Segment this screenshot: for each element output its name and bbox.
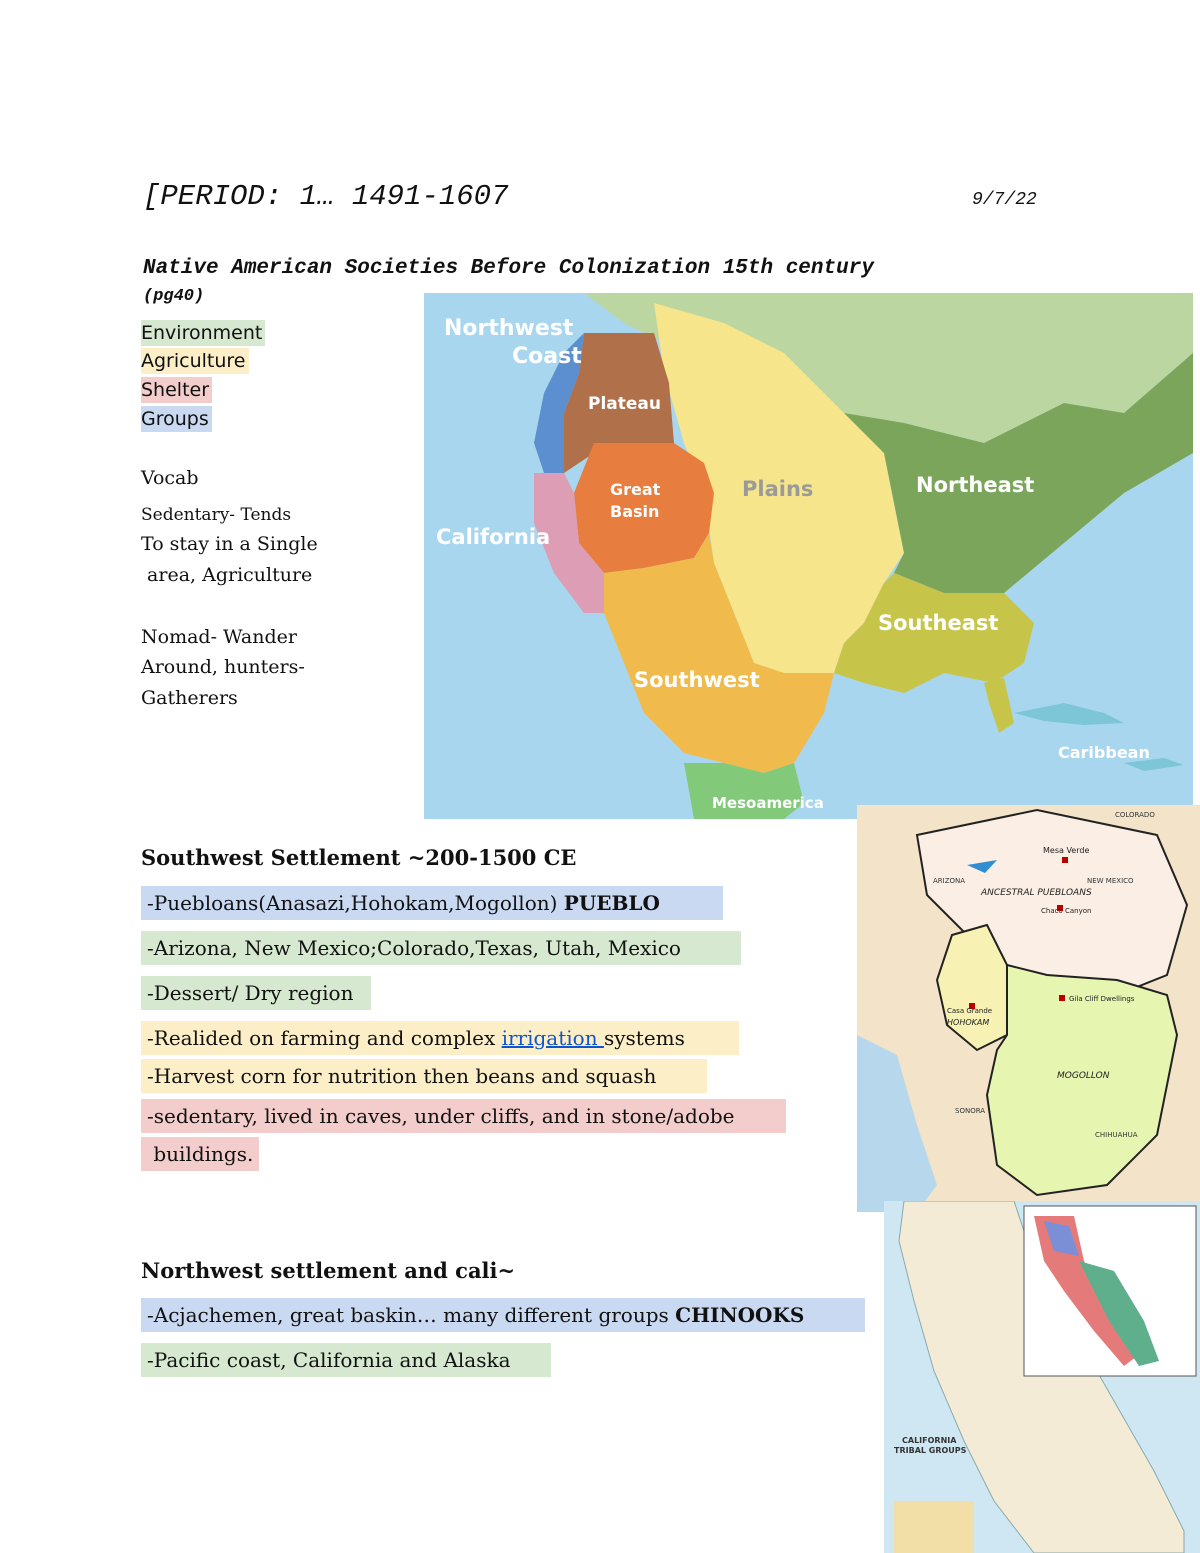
northwest-groups-text: -Acjachemen, great baskin… many different groups [147,1303,676,1327]
vocab-sedentary-def-line: To stay in a Single [141,533,318,555]
vocab-sedentary-def [141,533,318,556]
southwest-environment-2: -Dessert/ Dry region [141,976,371,1010]
legend-agriculture: Agriculture [141,348,249,374]
northwest-environment-1: -Pacific coast, California and Alaska [141,1343,551,1377]
agri-text-post: systems [603,1026,685,1050]
page-subtitle: Native American Societies Before Colonization 15th century [143,257,874,280]
label-caribbean: Caribbean [1058,743,1150,762]
page-date: 9/7/22 [972,190,1037,210]
label-ancestral-puebloans: ANCESTRAL PUEBLOANS [981,888,1092,898]
vocab-sedentary-def-2 [141,564,312,587]
page-reference: (pg40) [143,287,205,306]
vocab-nomad-2: Around, hunters- [141,656,305,678]
culture-areas-map [424,293,1193,819]
agri-text-pre: -Realided on farming and complex [147,1026,502,1050]
label-chihuahua: CHIHUAHUA [1095,1131,1138,1139]
vocab-sedentary-def-line: area, Agriculture [141,564,313,586]
label-california: California [436,525,551,549]
site-marker [1062,857,1068,863]
label-sonora: SONORA [955,1107,986,1115]
vocab-sedentary-term: Sedentary- Tends [141,505,292,525]
page-title: [PERIOD: 1… 1491-1607 [143,180,509,213]
legend-groups: Groups [141,406,212,432]
label-mogollon: MOGOLLON [1057,1071,1110,1081]
southwest-environment-1: -Arizona, New Mexico;Colorado,Texas, Utah, Mexico [141,931,741,965]
label-northwest-coast-2: Coast [512,344,582,369]
southwest-heading: Southwest Settlement ~200-1500 CE [141,845,577,870]
label-northeast: Northeast [916,473,1035,497]
label-new-mexico: NEW MEXICO [1087,877,1134,885]
label-gila-cliff: Gila Cliff Dwellings [1069,995,1135,1003]
locator-usa [894,1501,974,1553]
northwest-heading: Northwest settlement and cali~ [141,1258,516,1283]
vocab-heading: Vocab [141,467,199,489]
site-marker [1059,995,1065,1001]
southwest-shelter-2: buildings. [141,1137,259,1171]
vocab-nomad-1: Nomad- Wander [141,626,297,648]
label-mesa-verde: Mesa Verde [1043,846,1090,855]
southwest-groups-strong: PUEBLO [563,891,660,915]
label-casa-grande: Casa Grande [947,1007,993,1015]
northwest-groups-strong: CHINOOKS [675,1303,805,1327]
label-southeast: Southeast [878,611,999,635]
label-chaco-canyon: Chaco Canyon [1041,907,1092,915]
label-plateau: Plateau [588,394,661,414]
southwest-agriculture-1 [141,1021,739,1055]
label-southwest: Southwest [634,668,760,692]
label-great-basin-1: Great [610,480,661,499]
vocab-nomad-3: Gatherers [141,687,238,709]
label-arizona: ARIZONA [933,877,966,885]
label-hohokam: HOHOKAM [947,1018,990,1027]
southwest-groups-text: -Puebloans(Anasazi,Hohokam,Mogollon) [147,891,564,915]
label-tribal-groups: TRIBAL GROUPS [894,1446,967,1455]
california-tribal-groups-map [884,1201,1200,1553]
label-colorado: COLORADO [1115,811,1155,819]
northwest-groups [141,1298,865,1332]
southwest-cultures-map [857,805,1200,1212]
label-california-title: CALIFORNIA [902,1436,957,1445]
label-plains: Plains [742,477,814,501]
label-mesoamerica: Mesoamerica [712,794,824,812]
label-northwest-coast-1: Northwest [444,316,574,341]
irrigation-link[interactable]: irrigation [501,1026,604,1050]
legend-environment: Environment [141,320,265,346]
label-great-basin-2: Basin [610,502,660,521]
southwest-agriculture-2: -Harvest corn for nutrition then beans and squash [141,1059,707,1093]
southwest-shelter-1: -sedentary, lived in caves, under cliffs, and in stone/adobe [141,1099,786,1133]
southwest-groups [141,886,723,920]
legend-shelter: Shelter [141,377,212,403]
